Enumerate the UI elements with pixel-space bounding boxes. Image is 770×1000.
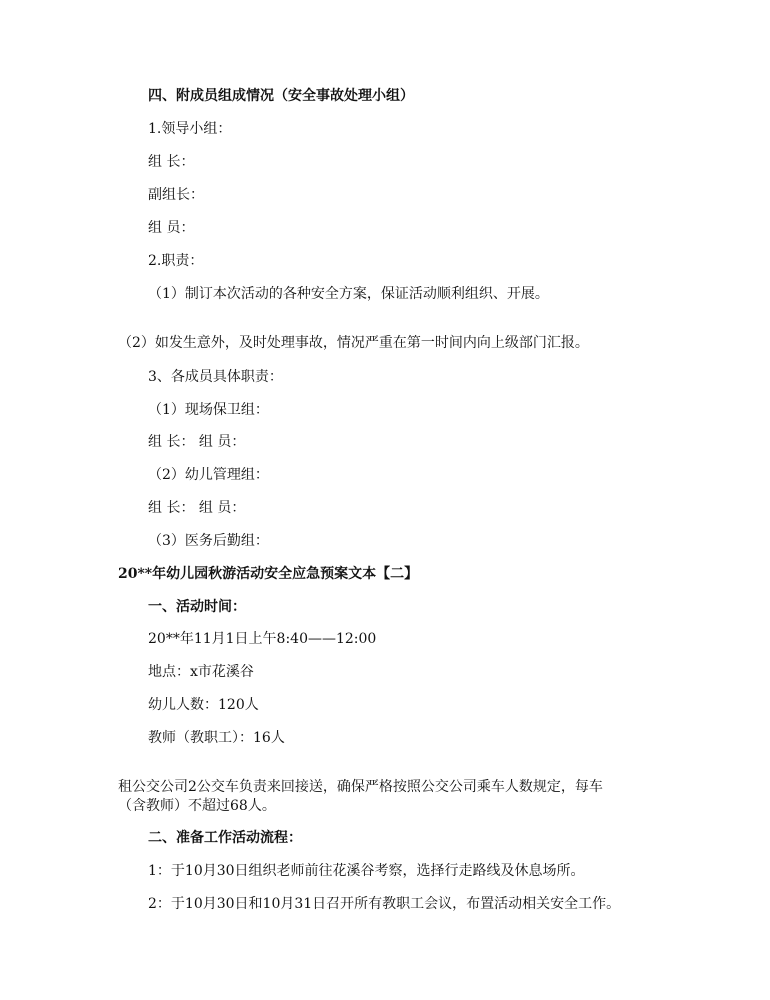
paragraph: 幼儿人数：120人 (148, 697, 259, 713)
paragraph: 1：于10月30日组织老师前往花溪谷考察，选择行走路线及休息场所。 (148, 863, 585, 879)
paragraph: （2）幼儿管理组： (148, 467, 269, 483)
section-heading-activity-time: 一、活动时间： (148, 599, 246, 615)
paragraph: 3、各成员具体职责： (148, 369, 283, 385)
paragraph: 组 长： 组 员： (148, 500, 246, 516)
paragraph: 2.职责： (148, 253, 204, 269)
paragraph: 组 长： 组 员： (148, 434, 246, 450)
paragraph: 教师（教职工）：16人 (148, 730, 285, 746)
paragraph: 组 长： (148, 154, 195, 170)
paragraph: 副组长： (148, 187, 204, 203)
paragraph: 20**年11月1日上午8:40——12:00 (148, 631, 377, 647)
paragraph: （3）医务后勤组： (148, 533, 269, 549)
paragraph: 1.领导小组： (148, 121, 232, 137)
paragraph: 租公交公司2公交车负责来回接送，确保严格按照公交公司乘车人数规定，每车 (118, 779, 603, 795)
section-heading-members: 四、附成员组成情况（安全事故处理小组） (148, 88, 414, 104)
paragraph: 地点：x市花溪谷 (148, 664, 254, 680)
section-heading-preparation: 二、准备工作活动流程： (148, 830, 302, 846)
paragraph: （2）如发生意外，及时处理事故，情况严重在第一时间内向上级部门汇报。 (118, 335, 589, 351)
paragraph: （1）制订本次活动的各种安全方案，保证活动顺利组织、开展。 (148, 286, 549, 302)
paragraph: 组 员： (148, 220, 195, 236)
paragraph: 2：于10月30日和10月31日召开所有教职工会议，布置活动相关安全工作。 (148, 896, 621, 912)
paragraph: （含教师）不超过68人。 (118, 798, 276, 814)
paragraph: （1）现场保卫组： (148, 402, 269, 418)
document-title-part-two: 20**年幼儿园秋游活动安全应急预案文本【二】 (118, 566, 419, 582)
